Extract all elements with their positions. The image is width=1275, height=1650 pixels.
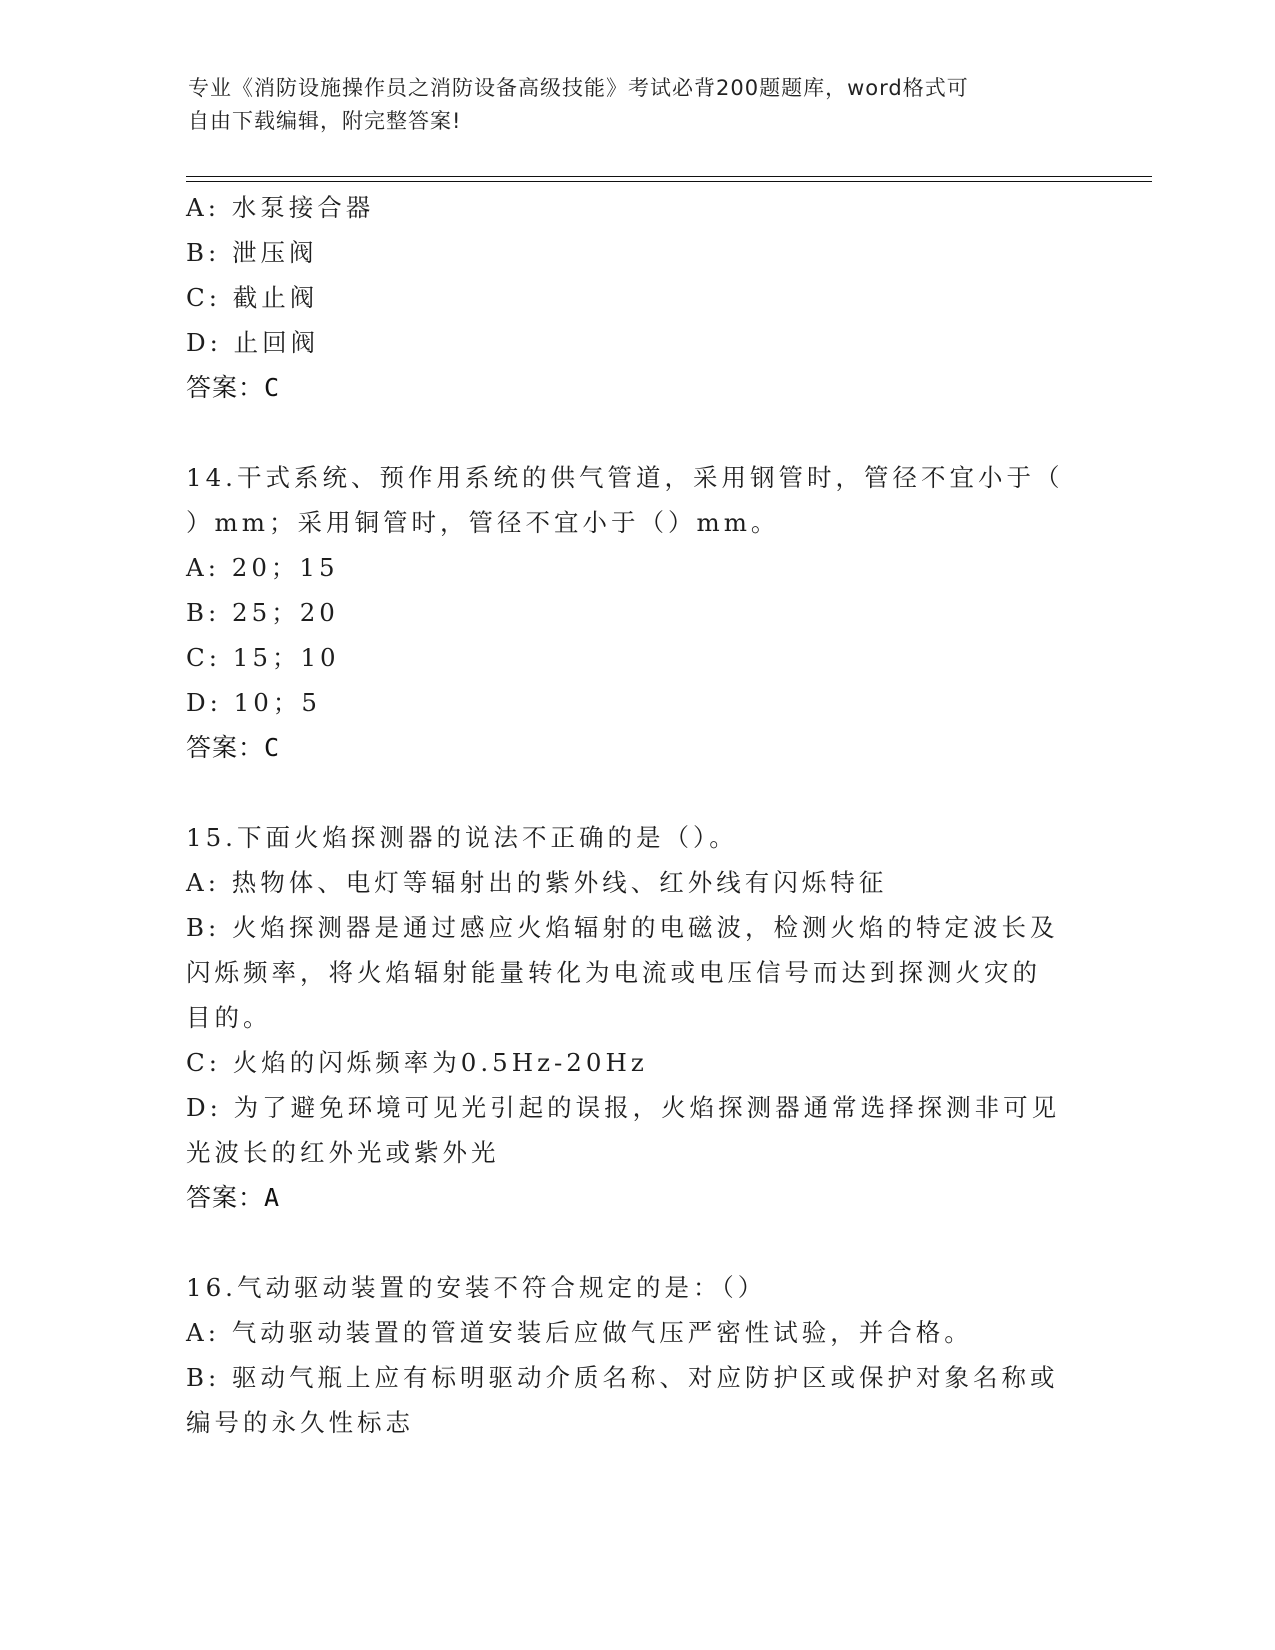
- q15-option-d-line-2: 光波长的红外光或紫外光: [186, 1138, 500, 1167]
- document-header: [188, 72, 1068, 138]
- q15-option-a: A: 热物体、电灯等辐射出的紫外线、红外线有闪烁特征: [186, 868, 888, 897]
- q13-option-a: A: 水泵接合器: [186, 193, 375, 222]
- answer-label: 答案：: [186, 733, 265, 762]
- q15-option-b-line-1: B: 火焰探测器是通过感应火焰辐射的电磁波，检测火焰的特定波长及: [186, 913, 1059, 942]
- q14-option-b: B: 25；20: [186, 598, 339, 627]
- q15-option-b-line-2: 闪烁频率，将火焰辐射能量转化为电流或电压信号而达到探测火灾的: [186, 958, 1041, 987]
- q15-option-c: C: 火焰的闪烁频率为0.5Hz-20Hz: [186, 1048, 648, 1077]
- answer-value: C: [264, 733, 281, 762]
- q14-stem-line-2: ）mm；采用铜管时，管径不宜小于（）mm。: [186, 508, 780, 537]
- q14-option-a: A: 20；15: [186, 553, 339, 582]
- q16-option-b-line-1: B: 驱动气瓶上应有标明驱动介质名称、对应防护区或保护对象名称或: [186, 1363, 1059, 1392]
- answer-value: A: [264, 1183, 281, 1212]
- q13-answer: [186, 373, 1086, 403]
- header-divider-top: [186, 176, 1152, 177]
- q13-option-d: D: 止回阀: [186, 328, 320, 357]
- q14-option-c: C: 15；10: [186, 643, 340, 672]
- q15-option-b-line-3: 目的。: [186, 1003, 272, 1032]
- answer-value: C: [264, 373, 281, 402]
- answer-label: 答案：: [186, 1183, 265, 1212]
- header-line-1: 专业《消防设施操作员之消防设备高级技能》考试必背200题题库，word格式可: [188, 76, 969, 100]
- header-line-2: 自由下载编辑，附完整答案!: [188, 109, 462, 133]
- q14-option-d: D: 10；5: [186, 688, 321, 717]
- q13-option-b: B: 泄压阀: [186, 238, 318, 267]
- q15-stem: 15.下面火焰探测器的说法不正确的是（）。: [186, 823, 738, 852]
- q13-option-c: C: 截止阀: [186, 283, 319, 312]
- header-divider-bottom: [186, 181, 1152, 182]
- q16-option-a: A: 气动驱动装置的管道安装后应做气压严密性试验，并合格。: [186, 1318, 973, 1347]
- q15-option-d-line-1: D: 为了避免环境可见光引起的误报，火焰探测器通常选择探测非可见: [186, 1093, 1061, 1122]
- q16-option-b-line-2: 编号的永久性标志: [186, 1408, 414, 1437]
- q16-stem: 16.气动驱动装置的安装不符合规定的是：（）: [186, 1273, 767, 1302]
- q14-answer: [186, 733, 1086, 763]
- answer-label: 答案：: [186, 373, 265, 402]
- q15-answer: [186, 1183, 1086, 1213]
- q14-stem-line-1: 14.干式系统、预作用系统的供气管道，采用钢管时，管径不宜小于（: [186, 463, 1064, 492]
